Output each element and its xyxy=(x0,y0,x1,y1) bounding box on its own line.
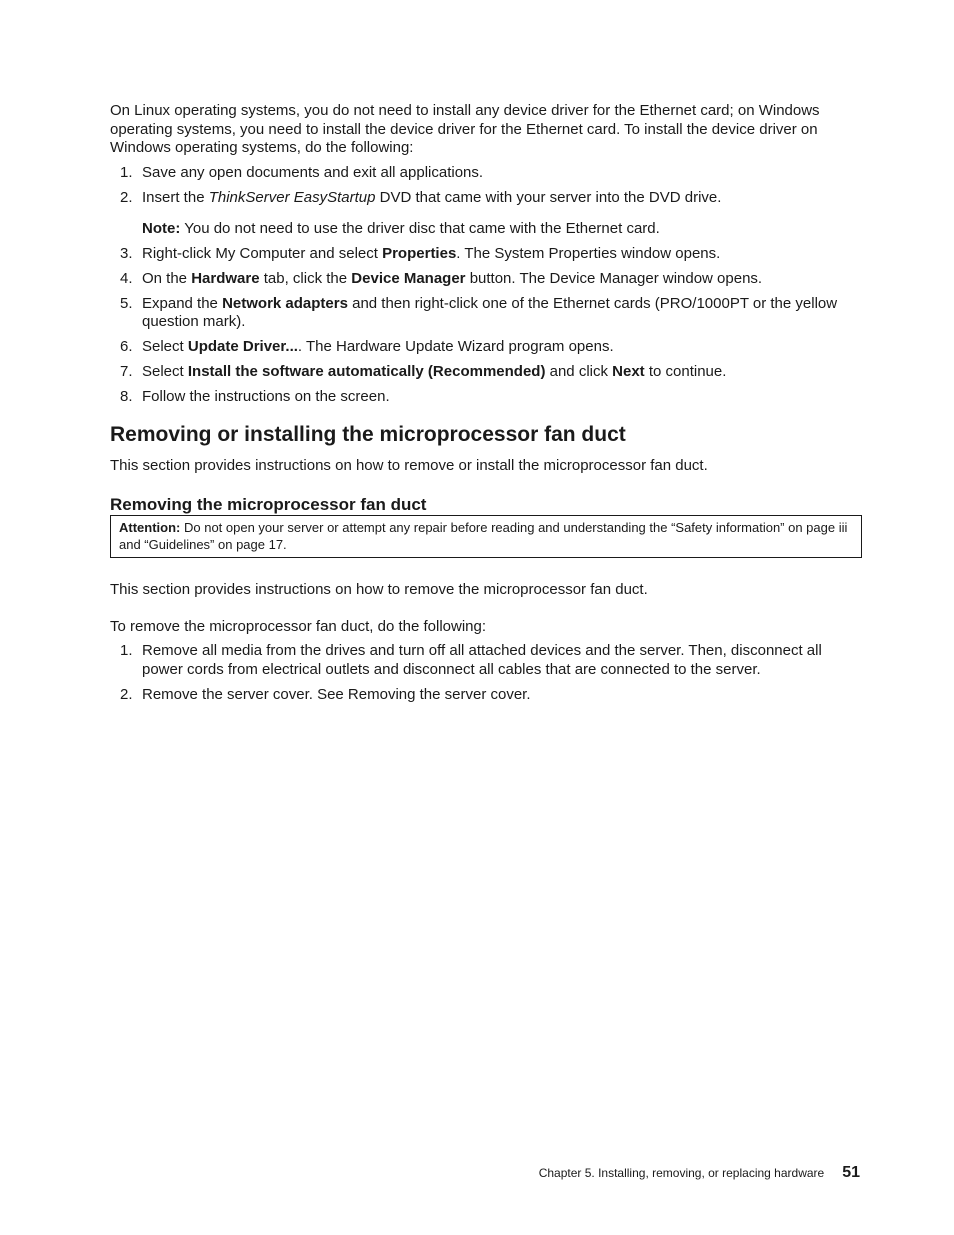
ui-term: Device Manager xyxy=(351,269,466,287)
note-label: Note: xyxy=(142,220,181,237)
section-description: This section provides instructions on how to remove or install the microprocessor fan duct. xyxy=(110,456,708,474)
step-number: 2. xyxy=(120,685,133,703)
step-text: Remove all media from the drives and turn off all attached devices and the server. Then, disconnect all power cords from electrical outlets and disconnect all cables that are connected to the server. xyxy=(142,642,822,678)
step-text: Save any open documents and exit all applications. xyxy=(142,163,484,181)
step-text: Select xyxy=(142,338,188,355)
driver-steps-list-continued xyxy=(110,245,862,407)
step-text: DVD that came with your server into the DVD drive. xyxy=(375,188,722,206)
step-text: to continue. xyxy=(644,363,727,380)
step-text: Insert the xyxy=(142,188,209,206)
step-text: Remove the server cover. See Removing the server cover. xyxy=(142,685,531,703)
step-text: tab, click the xyxy=(259,269,352,287)
step-text: Follow the instructions on the screen. xyxy=(142,388,390,405)
step-text: and click xyxy=(545,363,613,380)
chapter-title: Chapter 5. Installing, removing, or replacing hardware xyxy=(538,1166,825,1180)
step-text: and then right-click one of the Ethernet cards (PRO/1000PT or the yellow question mark). xyxy=(142,294,838,330)
note-paragraph xyxy=(110,220,862,239)
list-item xyxy=(110,295,862,332)
step-number: 8. xyxy=(120,388,133,405)
list-item xyxy=(110,363,862,382)
attention-box xyxy=(110,515,862,558)
attention-label: Attention: xyxy=(119,520,181,535)
page-content xyxy=(110,102,862,711)
step-number: 3. xyxy=(120,244,133,262)
section-heading: Removing or installing the microprocessor fan duct xyxy=(110,422,626,446)
step-number: 7. xyxy=(120,363,133,380)
step-text: Select xyxy=(142,363,188,380)
ui-term: Next xyxy=(612,363,645,380)
step-text: Right-click My Computer and select xyxy=(142,244,383,262)
list-item xyxy=(110,164,862,183)
step-number: 1. xyxy=(120,163,133,181)
step-text: Expand the xyxy=(142,294,223,312)
note-text: You do not need to use the driver disc that came with the Ethernet card. xyxy=(180,220,660,237)
ui-term: Update Driver... xyxy=(187,338,298,355)
step-text: . The Hardware Update Wizard program opens. xyxy=(297,338,614,355)
step-text: button. The Device Manager window opens. xyxy=(465,269,763,287)
product-name: ThinkServer EasyStartup xyxy=(208,188,376,206)
step-number: 6. xyxy=(120,338,133,355)
driver-steps-list xyxy=(110,164,862,208)
step-number: 2. xyxy=(120,188,133,206)
step-text: On the xyxy=(142,269,192,287)
step-number: 5. xyxy=(120,294,133,312)
ui-term: Network adapters xyxy=(222,294,348,312)
step-number: 1. xyxy=(120,642,133,659)
removal-steps-list xyxy=(110,642,862,704)
ui-term: Properties xyxy=(382,244,457,262)
procedure-lead: To remove the microprocessor fan duct, do the following: xyxy=(110,617,487,635)
intro-paragraph: On Linux operating systems, you do not need to install any device driver for the Ethernet card; on Windows operating systems, you need to install the device driver for the Ethernet card. To install the device driver on Windows operating systems, do the following: xyxy=(110,102,820,156)
list-item xyxy=(110,245,862,264)
list-item xyxy=(110,270,862,289)
ui-term: Install the software automatically (Recommended) xyxy=(187,363,546,380)
step-number: 4. xyxy=(120,269,133,287)
subsection-heading: Removing the microprocessor fan duct xyxy=(110,495,427,514)
attention-text: Do not open your server or attempt any repair before reading and understanding the “Safety information” on page iii and “Guidelines” on page 17. xyxy=(119,520,848,552)
ui-term: Hardware xyxy=(191,269,260,287)
page-footer xyxy=(539,1163,860,1183)
list-item xyxy=(110,642,862,679)
list-item xyxy=(110,338,862,357)
list-item xyxy=(110,686,862,705)
subsection-description: This section provides instructions on how to remove the microprocessor fan duct. xyxy=(110,581,648,598)
list-item xyxy=(110,388,862,407)
step-text: . The System Properties window opens. xyxy=(456,244,721,262)
page-number: 51 xyxy=(842,1164,860,1181)
list-item xyxy=(110,189,862,208)
